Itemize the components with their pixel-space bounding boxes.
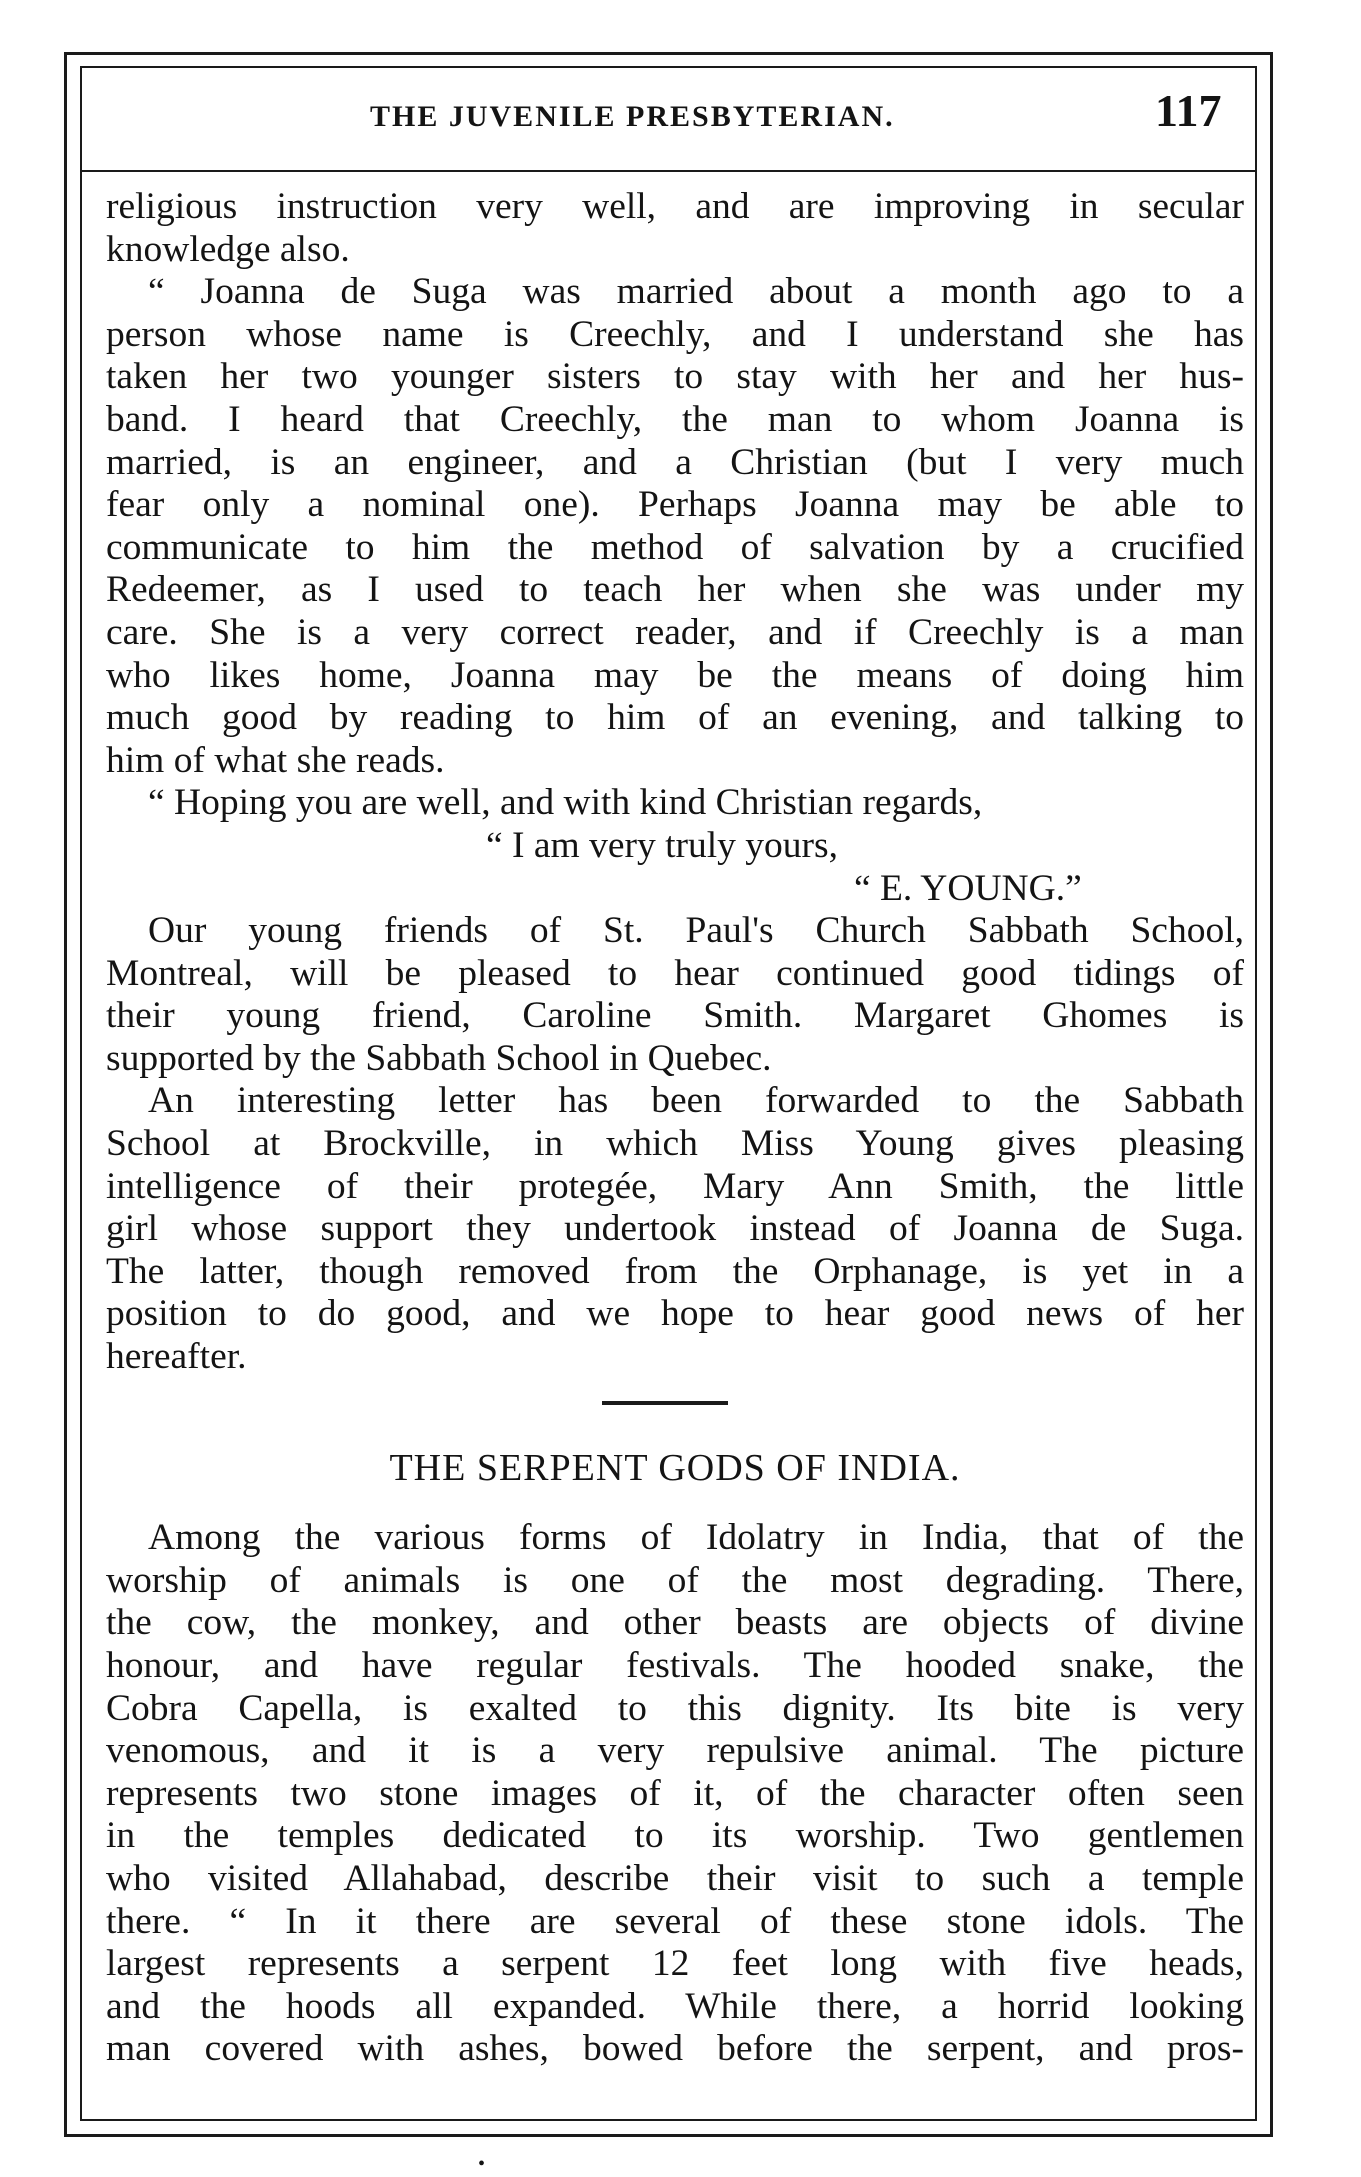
text-line: represents two stone images of it, of the character often seen bbox=[106, 1772, 1244, 1814]
text-line: An interesting letter has been forwarded to the Sabbath bbox=[148, 1080, 1244, 1122]
text-line: The latter, though removed from the Orphanage, is yet in a bbox=[106, 1250, 1244, 1292]
article-title: THE SERPENT GODS OF INDIA. bbox=[389, 1446, 961, 1489]
text-line: “ Hoping you are well, and with kind Christian regards, bbox=[148, 782, 983, 824]
text-line: worship of animals is one of the most degrading. There, bbox=[106, 1559, 1244, 1601]
text-line: person whose name is Creechly, and I understand she has bbox=[106, 313, 1244, 355]
text-line: care. She is a very correct reader, and if Creechly is a man bbox=[106, 611, 1244, 653]
text-line: fear only a nominal one). Perhaps Joanna may be able to bbox=[106, 484, 1244, 526]
text-line: supported by the Sabbath School in Quebec. bbox=[106, 1037, 772, 1079]
text-line: man covered with ashes, bowed before the serpent, and pros- bbox=[106, 2028, 1244, 2070]
text-line: there. “ In it there are several of these stone idols. The bbox=[106, 1900, 1244, 1942]
text-line: venomous, and it is a very repulsive animal. The picture bbox=[106, 1730, 1244, 1772]
text-line: position to do good, and we hope to hear good news of her bbox=[106, 1293, 1244, 1335]
text-line: who visited Allahabad, describe their visit to such a temple bbox=[106, 1857, 1244, 1899]
text-line: “ Joanna de Suga was married about a month ago to a bbox=[148, 271, 1244, 313]
text-line: their young friend, Caroline Smith. Margaret Ghomes is bbox=[106, 995, 1244, 1037]
text-line: much good by reading to him of an evening, and talking to bbox=[106, 697, 1244, 739]
text-line: Redeemer, as I used to teach her when she was under my bbox=[106, 569, 1244, 611]
text-line: band. I heard that Creechly, the man to whom Joanna is bbox=[106, 398, 1244, 440]
running-title: THE JUVENILE PRESBYTERIAN. bbox=[370, 100, 895, 133]
page-number: 117 bbox=[1155, 85, 1222, 136]
text-line: in the temples dedicated to its worship. Two gentlemen bbox=[106, 1815, 1244, 1857]
text-line: School at Brockville, in which Miss Young gives pleasing bbox=[106, 1123, 1244, 1165]
header-rule bbox=[80, 170, 1257, 172]
text-line: Among the various forms of Idolatry in India, that of the bbox=[148, 1517, 1244, 1559]
letter-closing: “ I am very truly yours, bbox=[486, 824, 838, 866]
printer-mark: • bbox=[478, 2153, 486, 2175]
text-line: knowledge also. bbox=[106, 228, 350, 270]
text-line: largest represents a serpent 12 feet long with five heads, bbox=[106, 1943, 1244, 1985]
text-line: honour, and have regular festivals. The hooded snake, the bbox=[106, 1645, 1244, 1686]
text-line: taken her two younger sisters to stay with her and her hus- bbox=[106, 356, 1244, 398]
text-line: girl whose support they undertook instead of Joanna de Suga. bbox=[106, 1208, 1244, 1250]
text-line: the cow, the monkey, and other beasts are objects of divine bbox=[106, 1602, 1244, 1644]
text-line: intelligence of their protegée, Mary Ann Smith, the little bbox=[106, 1165, 1244, 1207]
text-line: Cobra Capella, is exalted to this dignity. Its bite is very bbox=[106, 1687, 1244, 1729]
text-line: hereafter. bbox=[106, 1336, 247, 1378]
text-column bbox=[106, 186, 1244, 2071]
text-line: and the hoods all expanded. While there, a horrid looking bbox=[106, 1985, 1244, 2027]
text-line: who likes home, Joanna may be the means of doing him bbox=[106, 654, 1244, 696]
text-line: Our young friends of St. Paul's Church Sabbath School, bbox=[148, 910, 1244, 952]
text-line: him of what she reads. bbox=[106, 739, 445, 781]
text-line: married, is an engineer, and a Christian (but I very much bbox=[106, 441, 1244, 483]
letter-signature: “ E. YOUNG.” bbox=[854, 867, 1082, 909]
text-line: Montreal, will be pleased to hear continued good tidings of bbox=[106, 952, 1244, 994]
section-divider bbox=[602, 1401, 728, 1405]
text-line: communicate to him the method of salvation by a crucified bbox=[106, 526, 1244, 568]
text-line: religious instruction very well, and are improving in secular bbox=[106, 186, 1244, 227]
